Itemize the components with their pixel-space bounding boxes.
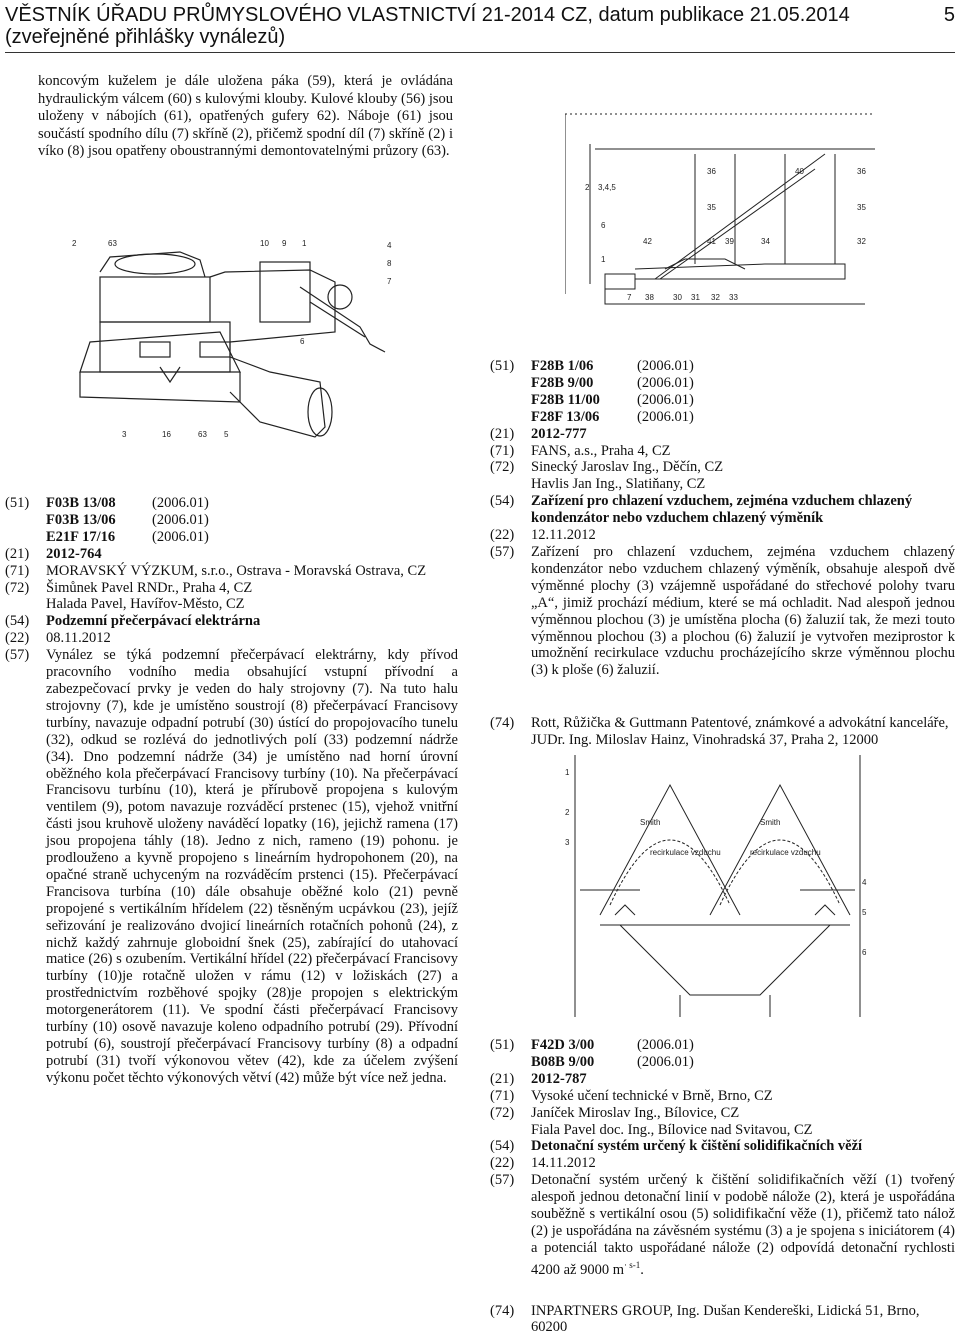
svg-text:35: 35 — [857, 203, 866, 212]
record-title: Detonační systém určený k čištění solidifikačních věží — [531, 1138, 863, 1155]
filing-date: 12.11.2012 — [531, 527, 596, 544]
inventor: Janíček Miroslav Ing., Bílovice, CZ — [531, 1104, 740, 1121]
svg-text:63: 63 — [198, 430, 207, 439]
record-right-1: (51) F28B 1/06 (2006.01) F28B 9/00 (2006.01) F28B 11/00 (2006.01) F28F 13/06 (2006.01) (21) 2012-777 (71) FANS, a.s., Praha 4, CZ (72) Sinecký Jaroslav Ing., Děčín, CZ Havlis Jan Ing., Slatiňany, CZ (54) Zařízení pro chlazení vzduchem, zejména vzduchem chlazený kondenzátor nebo vzduchem chlazený výměník (22) 12.11.2012 (57) Zařízení pro chlazení vzduchem, zejména vzduchem chlazený kondenzátor nebo vzduchem chlazený výměník, obsahuje alespoň dvě výměnné plochy (3) vzájemně uspořádané do střechové polohy tvaru „A“, jimiž prochází médium, které se má ochladit. Nad alespoň jednou výměnnou plochou (3) je umístěna plocha (6) žaluzií tak, že mezi touto výměnnou plochou (3) a plochou (6) žaluzií je vytvořen meziprostor k umožnění recirkulace vzduchu procházejícího skrze výměnnou plochu (3) k ploše (6) žaluzií. (74) Rott, Růžička & Guttmann Patentové, známkové a advokátní kanceláře, JUDr. Ing. Miloslav Hainz, Vinohradská 37, Praha 2, 12000 — [490, 358, 955, 749]
svg-text:1: 1 — [565, 768, 570, 777]
record-right-2: (51) F42D 3/00 (2006.01) B08B 9/00 (2006.01) (21) 2012-787 (71) Vysoké učení technické v Brně, Brno, CZ (72) Janíček Miroslav Ing., Bílovice, CZ Fiala Pavel doc. Ing., Bílovice nad Svitavou, CZ (54) Detonační systém určený k čištění solidifikačních věží (22) 14.11.2012 (57) Detonační systém určený k čištění solidifikačních věží (1) tvořený alespoň jednou detonační linií v podobě nálože (2), která je uspořádána souběžně s vertikální osou (5) solidifikační věže (1), přičemž tato nálož (2) je uspořádána na závěsném systému (3) a je spojena s iniciátorem (4) a potenciál takto uspořádané nálože (2) odpovídá detonační rychlosti 4200 až 9000 $m^{\cdot s-1}$. (74) INPARTNERS GROUP, Ing. Dušan Kendereški, Lidická 51, Brno, 60200 — [490, 1037, 955, 1336]
air-cooler-figure — [560, 755, 875, 1020]
svg-text:2: 2 — [72, 239, 77, 248]
filing-date: 14.11.2012 — [531, 1155, 596, 1172]
svg-text:6: 6 — [601, 221, 606, 230]
svg-text:recirkulace vzduchu: recirkulace vzduchu — [650, 848, 721, 857]
svg-text:32: 32 — [857, 237, 866, 246]
svg-text:recirkulace vzduchu: recirkulace vzduchu — [750, 848, 821, 857]
power-plant-labels — [585, 167, 866, 302]
svg-text:31: 31 — [691, 293, 700, 302]
agent: Rott, Růžička & Guttmann Patentové, známkové a advokátní kanceláře, JUDr. Ing. Miloslav Hainz, Vinohradská 37, Praha 2, 12000 — [531, 715, 949, 749]
abstract: Detonační systém určený k čištění solidifikačních věží (1) tvořený alespoň jednou detonační linií v podobě nálože (2), která je uspořádána souběžně s vertikální osou (5) solidifikační věže (1), přičemž tato nálož (2) je uspořádána na závěsném systému (3) a je spojena s iniciátorem (4) a potenciál takto uspořádané nálože (2) odpovídá detonační rychlosti 4200 až 9000 $m^{\cdot s-1}$. — [531, 1172, 955, 1278]
svg-text:39: 39 — [725, 237, 734, 246]
page-number: 5 — [943, 4, 955, 26]
svg-text:36: 36 — [707, 167, 716, 176]
inventor: Sinecký Jaroslav Ing., Děčín, CZ — [531, 459, 724, 476]
gearbox-figure — [60, 232, 405, 447]
svg-text:7: 7 — [627, 293, 632, 302]
inventor: Halada Pavel, Havířov-Město, CZ — [46, 596, 245, 613]
svg-text:2: 2 — [585, 183, 590, 192]
applicant: MORAVSKÝ VÝZKUM, s.r.o., Ostrava - Moravská Ostrava, CZ — [46, 562, 427, 579]
svg-text:30: 30 — [673, 293, 682, 302]
application-number: 2012-787 — [531, 1070, 587, 1087]
record-title: Podzemní přečerpávací elektrárna — [46, 613, 261, 630]
record-left: (51) F03B 13/08 (2006.01) F03B 13/06 (2006.01) E21F 17/16 (2006.01) (21) 2012-764 (71) MORAVSKÝ VÝZKUM, s.r.o., Ostrava - Moravská Ostrava, CZ (72) Šimůnek Pavel RNDr., Praha 4, CZ Halada Pavel, Havířov-Město, CZ (54) Podzemní přečerpávací elektrárna (22) 08.11.2012 (57) Vynález se týká podzemní přečerpávací elektrárny, kdy přívod pracovního vodního media obsahující vstupní přívodní a zabezpečovací prvky je veden do haly strojovny (7). Na tuto halu strojovny (7), kde je umístěno soustrojí (8) přečerpávací Francisovy turbíny, navazuje odpadní potrubí (30) ústící do propojovacího tunelu (32), odkud se rozlévá do jednotlivých polí (33) podzemní nádrže (34). Dno podzemní nádrže (34) je umístěno nad horní úrovní oběžného kola přečerpávací Francisovy turbíny (10). Na přečerpávací Francisovu turbínu (10), která je přírubově propojena s kulovým ventilem (9), potom navazuje rozváděcí prstenec (15), vjehož vnitřní části jsou kruhově uloženy naváděcí lopatky (16), jejichž ramena (17) jsou propojena táhly (18). Jedno z nich, rameno (19) pohonu. je prodlouženo a kyvně propojeno s lineárním hydropohonem (20), na opačné straně uchyceným na rozváděcím prstenci (15). Přečerpávací Francisova turbína (10) dále obsahuje oběžné kolo (21) pevně propojené s vertikálním hřídelem (22) těsněným ucpávkou (23), jejíž seřizování je realizováno dvojicí lineárních rotačních pohonů (24), z nichž každý zahrnuje globoidní šnek (25), zabírající do utahovací matice (26) s ozubením. Vertikální hřídel (22) přečerpávací Francisovy turbíny (10)je rotačně uložen v rámu (12) v ložiskách (27) a prostřednictvím rozběhové spojky (28)je propojen s elektrickým motorgenerátorem (11). Ve spodní části přečerpávací Francisovy turbíny (10) osově navazuje koleno odpadního potrubí (29). Přívodní potrubí (6), soustrojí přečerpávací Francisovy turbíny (8) a odpadní potrubí (31) tvoří výkonovou větev (42), kde za účelem zvýšení výkonu počet těchto výkonových větví (42) může být více než jedna. — [5, 495, 458, 1086]
inventor: Havlis Jan Ing., Slatiňany, CZ — [531, 476, 706, 493]
svg-text:10: 10 — [260, 239, 269, 248]
svg-text:3: 3 — [122, 430, 127, 439]
svg-text:41: 41 — [707, 237, 716, 246]
agent: INPARTNERS GROUP, Ing. Dušan Kendereški, Lidická 51, Brno, 60200 — [531, 1302, 920, 1336]
svg-text:35: 35 — [707, 203, 716, 212]
header-rule — [5, 52, 955, 53]
svg-text:63: 63 — [108, 239, 117, 248]
svg-text:1: 1 — [302, 239, 307, 248]
applicant: Vysoké učení technické v Brně, Brno, CZ — [531, 1087, 773, 1104]
journal-subtitle: (zveřejněné přihlášky vynálezů) — [5, 26, 286, 48]
svg-text:7: 7 — [387, 277, 392, 286]
journal-title: VĚSTNÍK ÚŘADU PRŮMYSLOVÉHO VLASTNICTVÍ 21-2014 CZ, datum publikace 21.05.2014 — [5, 4, 850, 26]
svg-text:33: 33 — [729, 293, 738, 302]
svg-text:3,4,5: 3,4,5 — [598, 183, 616, 192]
abstract: Vynález se týká podzemní přečerpávací elektrárny, kdy přívod pracovního vodního media obsahující vstupní přívodní a zabezpečovací prvky je veden do haly strojovny (7). Na tuto halu strojovny (7), kde je umístěno soustrojí (8) přečerpávací Francisovy turbíny, navazuje odpadní potrubí (30) ústící do propojovacího tunelu (32), odkud se rozlévá do jednotlivých polí (33) podzemní nádrže (34). Dno podzemní nádrže (34) je umístěno nad horní úrovní oběžného kola přečerpávací Francisovy turbíny (10). Na přečerpávací Francisovu turbínu (10), která je přírubově propojena s kulovým ventilem (9), potom navazuje rozváděcí prstenec (15), vjehož vnitřní části jsou kruhově uloženy naváděcí lopatky (16), jejichž ramena (17) jsou propojena táhly (18). Jedno z nich, rameno (19) pohonu. je prodlouženo a kyvně propojeno s lineárním hydropohonem (20), na opačné straně uchyceným na rozváděcím prstenci (15). Přečerpávací Francisova turbína (10) dále obsahuje oběžné kolo (21) pevně propojené s vertikálním hřídelem (22) těsněným ucpávkou (23), jejíž seřizování je realizováno dvojicí lineárních rotačních pohonů (24), z nichž každý zahrnuje globoidní šnek (25), zabírající do utahovací matice (26) s ozubením. Vertikální hřídel (22) přečerpávací Francisovy turbíny (10)je rotačně uložen v rámu (12) v ložiskách (27) a prostřednictvím rozběhové spojky (28)je propojen s elektrickým motorgenerátorem (11). Ve spodní části přečerpávací Francisovy turbíny (10) osově navazuje koleno odpadního potrubí (29). Přívodní potrubí (6), soustrojí přečerpávací Francisovy turbíny (8) a odpadní potrubí (31) tvoří výkonovou větev (42), kde za účelem zvýšení výkonu počet těchto výkonových větví (42) může být více než jedna. — [46, 647, 458, 1086]
svg-text:5: 5 — [862, 908, 867, 917]
svg-text:9: 9 — [282, 239, 287, 248]
svg-text:6: 6 — [300, 337, 305, 346]
svg-text:34: 34 — [761, 237, 770, 246]
intro-paragraph: koncovým kuželem je dále uložena páka (59), která je ovládána hydraulickým válcem (60) s kulovými klouby. Kulové klouby (56) jsou uloženy v nábojích (61), opatřených gufery 62). Náboje (61) jsou součástí spodního dílu (7) skříně (2), přičemž spodní díl (7) skříně (2) i víko (8) jsou opatřeny oboustrannými demontovatelnými průzory (63). — [38, 73, 453, 160]
svg-text:42: 42 — [643, 237, 652, 246]
svg-text:40: 40 — [795, 167, 804, 176]
svg-text:1: 1 — [601, 255, 606, 264]
abstract: Zařízení pro chlazení vzduchem, zejména vzduchem chlazený kondenzátor nebo vzduchem chlazený výměník, obsahuje alespoň dvě výměnné plochy (3) vzájemně uspořádané do střechové polohy tvaru „A“, jimiž prochází médium, které se má ochladit. Nad alespoň jednou výměnnou plochou (3) je umístěna plocha (6) žaluzií tak, že mezi touto výměnnou plochou (3) a plochou (6) žaluzií je vytvořen meziprostor k umožnění recirkulace vzduchu procházejícího skrze výměnnou plochu (3) k ploše (6) žaluzií. — [531, 543, 955, 679]
svg-text:8: 8 — [387, 259, 392, 268]
svg-text:2: 2 — [565, 808, 570, 817]
application-number: 2012-764 — [46, 545, 102, 562]
inventor: Šimůnek Pavel RNDr., Praha 4, CZ — [46, 579, 253, 596]
page-header — [5, 4, 960, 48]
applicant: FANS, a.s., Praha 4, CZ — [531, 442, 671, 459]
application-number: 2012-777 — [531, 425, 587, 442]
svg-text:4: 4 — [862, 878, 867, 887]
inventor: Fiala Pavel doc. Ing., Bílovice nad Svitavou, CZ — [531, 1121, 813, 1138]
filing-date: 08.11.2012 — [46, 630, 111, 647]
svg-text:16: 16 — [162, 430, 171, 439]
svg-text:32: 32 — [711, 293, 720, 302]
svg-text:4: 4 — [387, 241, 392, 250]
power-plant-figure — [565, 94, 875, 306]
svg-text:Smith: Smith — [640, 818, 661, 827]
svg-text:6: 6 — [862, 948, 867, 957]
svg-text:Smith: Smith — [760, 818, 781, 827]
svg-text:5: 5 — [224, 430, 229, 439]
svg-text:3: 3 — [565, 838, 570, 847]
svg-text:38: 38 — [645, 293, 654, 302]
record-title: Zařízení pro chlazení vzduchem, zejména vzduchem chlazený kondenzátor nebo vzduchem chlazený výměník — [531, 493, 913, 527]
svg-text:36: 36 — [857, 167, 866, 176]
